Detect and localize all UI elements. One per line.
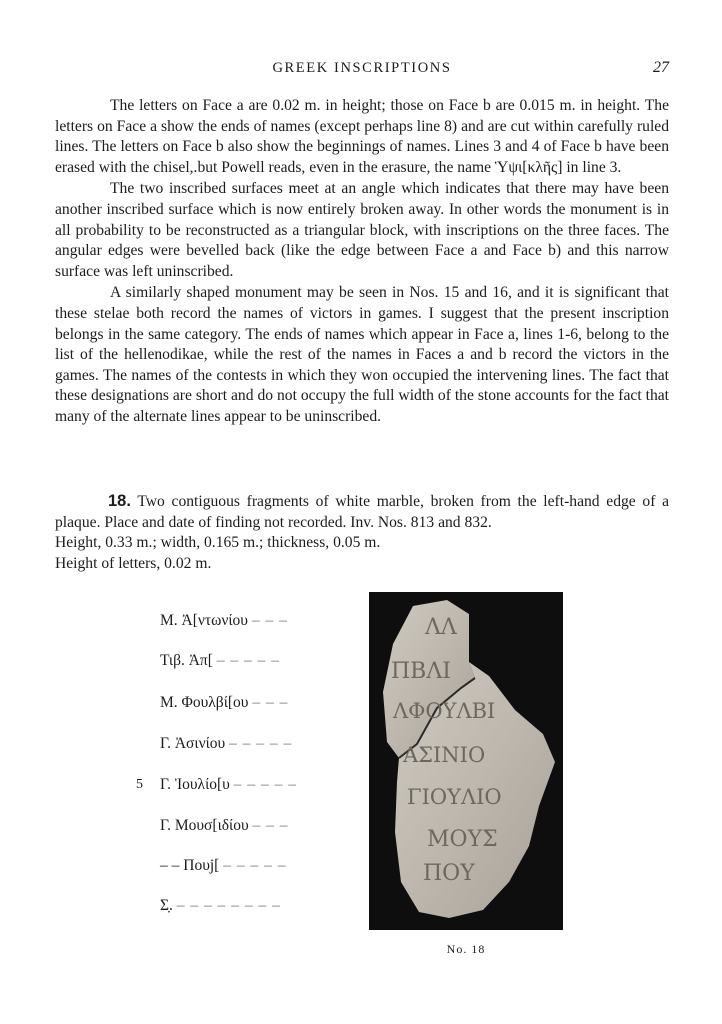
stone-letters: ΜΟΥΣ bbox=[427, 827, 498, 852]
stone-letters: ΓΙΟΥΛΙΟ bbox=[407, 785, 502, 809]
paragraph: A similarly shaped monument may be seen in Nos. 15 and 16, and it is significant that these stelae both record the names of victors in games. I suggest that the present inscription belongs in the same category. The ends of names which appear in Face a, lines 1-6, belong to the list of the hellenodikae, while the rest of the names in Faces a and b record the victors in the games. The names of the contests in which they won occupied the intervening lines. The fact that these designations are short and do not occupy the full width of the stone accounts for the fact that many of the alternate lines appear to be uninscribed. bbox=[55, 284, 669, 425]
inscription-line: Μ. Ἀ[ντωνίου – – – bbox=[160, 612, 288, 629]
photo-caption: No. 18 bbox=[446, 942, 486, 956]
entry-description: 18. Two contiguous fragments of white marble, broken from the left-hand edge of a plaque. Place and date of finding not recorded. Inv. Nos. 813 and 832. bbox=[55, 492, 669, 531]
paragraph: The letters on Face a are 0.02 m. in height; those on Face b are 0.015 m. in height. The letters on Face a show the ends of names (except perhaps line 8) and are cut within carefully ruled lines. The letters on Face b also show the beginnings of names. Lines 3 and 4 of Face b have been erased with the chisel,.but Powell reads, even in the erasure, the name Ὑψι[κλῆς] in line 3. bbox=[55, 97, 669, 176]
stone-fragment-photo bbox=[369, 592, 563, 930]
stone-letters: ΠΒΛΙ bbox=[391, 659, 451, 684]
entry-dimensions: Height, 0.33 m.; width, 0.165 m.; thickness, 0.05 m. bbox=[55, 534, 381, 552]
commentary-text bbox=[55, 96, 669, 428]
stone-letters: ΑΣΙΝΙΟ bbox=[403, 743, 486, 767]
inscription-line: Σ̣. – – – – – – – – bbox=[160, 897, 281, 914]
catalogue-entry bbox=[55, 491, 669, 574]
stone-letters: ΠΟΥ bbox=[423, 861, 475, 886]
page-header bbox=[55, 60, 669, 82]
inscription-line: Γ. Μουσ[ιδίου – – – bbox=[160, 817, 289, 834]
entry-letter-height: Height of letters, 0.02 m. bbox=[55, 554, 212, 572]
page-number: 27 bbox=[653, 59, 669, 76]
inscription-line: – – Πουϳ[ – – – – – bbox=[160, 857, 287, 874]
stone-fragment-image bbox=[369, 592, 563, 930]
inscription-line: Μ. Φουλβί[ου – – – bbox=[160, 694, 289, 711]
running-title: GREEK INSCRIPTIONS bbox=[272, 60, 452, 76]
entry-number: 18. bbox=[108, 492, 131, 510]
paragraph: The two inscribed surfaces meet at an angle which indicates that there may have been another inscribed surface which is now entirely broken away. In other words the monument is in all probability to be reconstructed as a triangular block, with inscriptions on the three faces. The angular edges were bevelled back (like the edge between Face a and Face b) and this narrow surface was left uninscribed. bbox=[55, 180, 669, 280]
stone-letters: ΛΛ bbox=[425, 615, 457, 640]
inscription-line: Γ. Ἀσινίου – – – – – bbox=[160, 735, 293, 752]
inscription-line: Τιβ. Ἀπ[ – – – – – bbox=[160, 652, 281, 669]
stone-letters: ΛΦΟΥΛΒΙ bbox=[393, 699, 496, 723]
inscription-line: 5 Γ. Ἰουλίο[υ – – – – – bbox=[136, 776, 297, 793]
